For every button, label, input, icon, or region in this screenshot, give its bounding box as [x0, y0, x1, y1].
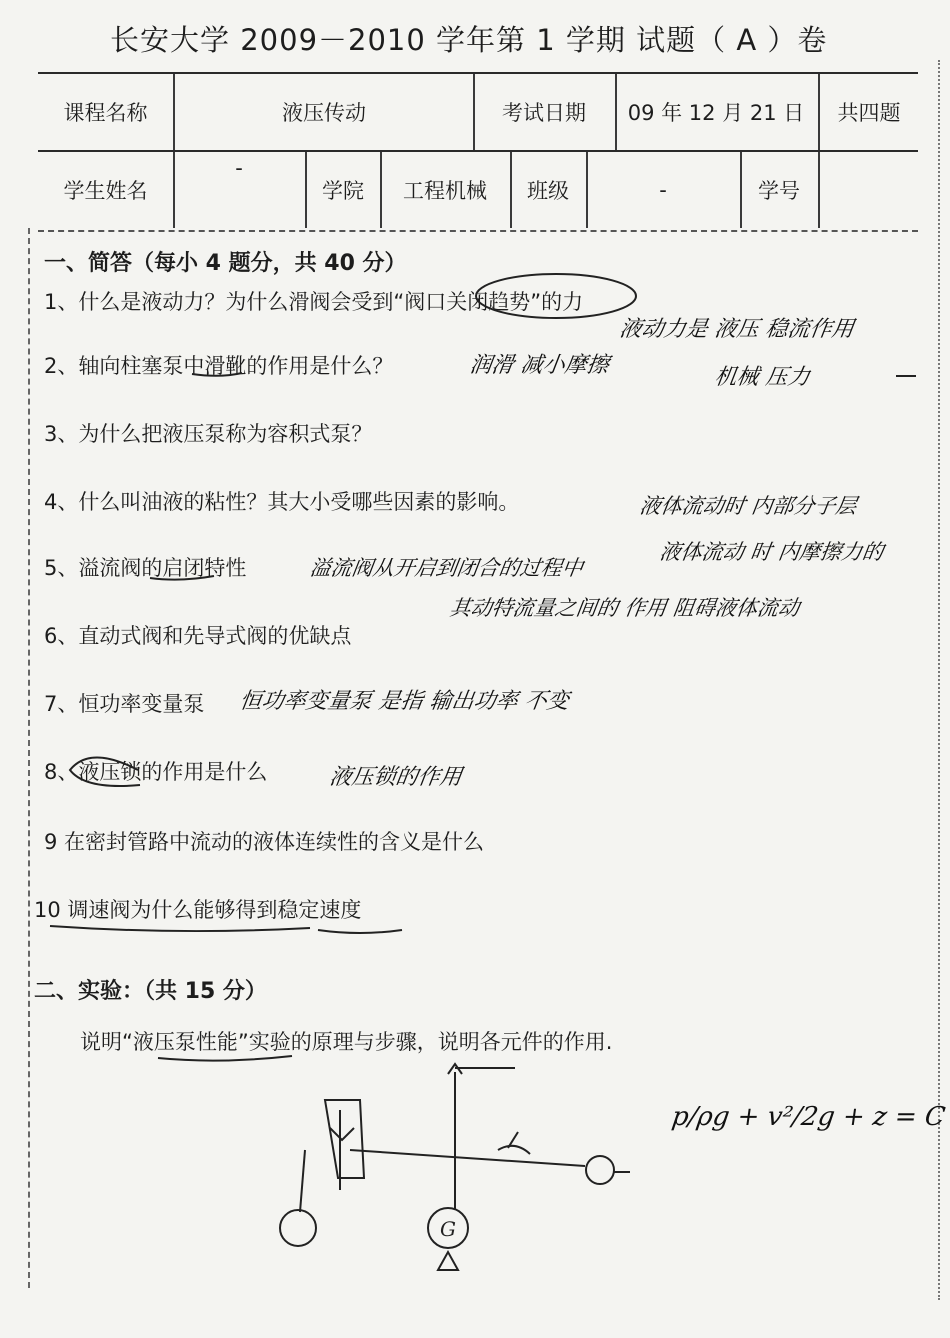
underline-annotation [192, 373, 242, 376]
question-3: 3、为什么把液压泵称为容积式泵？ [44, 422, 373, 446]
handwritten-note-q2: 润滑 减小摩擦 [467, 353, 611, 378]
pump-arrow [330, 1128, 354, 1140]
section2-prompt: 说明“液压泵性能”实验的原理与步骤，说明各元件的作用. [80, 1030, 613, 1054]
handwritten-note-q8: 液压锁的作用 [327, 765, 464, 790]
question-6: 6、直动式阀和先导式阀的优缺点 [44, 624, 352, 648]
question-2: 2、轴向柱塞泵中滑靴的作用是什么？ [44, 354, 394, 378]
throttle-valve-symbol [498, 1146, 530, 1154]
gauge-label: G [440, 1217, 456, 1241]
section2-heading: 二、实验：（共 15 分） [34, 979, 267, 1004]
student-label: 学生姓名 [63, 179, 148, 203]
horizontal-pipe [350, 1150, 585, 1166]
handwritten-note-q6: 其动特流量之间的 作用 阻碍液体流动 [448, 596, 801, 620]
left-pipe [300, 1150, 305, 1212]
circle-annotation [476, 274, 636, 318]
hydraulic-pump-symbol [325, 1100, 364, 1178]
class-value: - [659, 178, 667, 202]
circle-annotation [70, 758, 140, 787]
question-count: 共四题 [837, 101, 901, 125]
question-10: 10 调速阀为什么能够得到稳定速度 [34, 898, 362, 922]
handwritten-note-q7: 恒功率变量泵 是指 输出功率 不变 [237, 689, 571, 714]
underline-annotation [150, 576, 214, 580]
question-1: 1、什么是液动力？为什么滑阀会受到“阀口关闭趋势”的力 [44, 290, 584, 314]
gauge-base-symbol [438, 1252, 458, 1270]
handwritten-note-q2b: 机械 压力 [712, 365, 812, 390]
course-value: 液压传动 [282, 101, 366, 125]
motor-symbol [280, 1210, 316, 1246]
course-label: 课程名称 [63, 101, 148, 125]
section1-heading: 一、简答（每小 4 题分，共 40 分） [44, 251, 407, 276]
exam-title: 长安大学 2009－2010 学年第 1 学期 试题（ A ）卷 [110, 23, 828, 57]
question-4: 4、什么叫油液的粘性？其大小受哪些因素的影响。 [44, 490, 520, 514]
student-id-label: 学号 [758, 179, 800, 203]
handwritten-formula: p/ρg + v²/2g + z = C [669, 1102, 948, 1132]
question-5: 5、溢流阀的启闭特性 [44, 556, 247, 580]
handwritten-note-q5b: 溢流阀从开启到闭合的过程中 [308, 556, 585, 580]
date-label: 考试日期 [502, 101, 586, 125]
flow-meter-symbol [586, 1156, 614, 1184]
underline-annotation [50, 926, 402, 933]
question-8: 8、液压锁的作用是什么 [44, 760, 268, 784]
handwritten-note-q1: 液动力是 液压 稳流作用 [617, 317, 856, 342]
question-7: 7、恒功率变量泵 [44, 692, 205, 716]
class-label: 班级 [527, 179, 569, 203]
question-9: 9 在密封管路中流动的液体连续性的含义是什么 [44, 830, 485, 854]
college-label: 学院 [322, 179, 364, 203]
underline-annotation [158, 1056, 292, 1061]
college-value: 工程机械 [403, 179, 487, 203]
student-value: - [235, 156, 243, 180]
handwritten-note-q5: 液体流动 时 内摩擦力的 [658, 540, 885, 564]
date-value: 09 年 12 月 21 日 [627, 101, 805, 125]
handwritten-note-q4: 液体流动时 内部分子层 [638, 494, 859, 518]
